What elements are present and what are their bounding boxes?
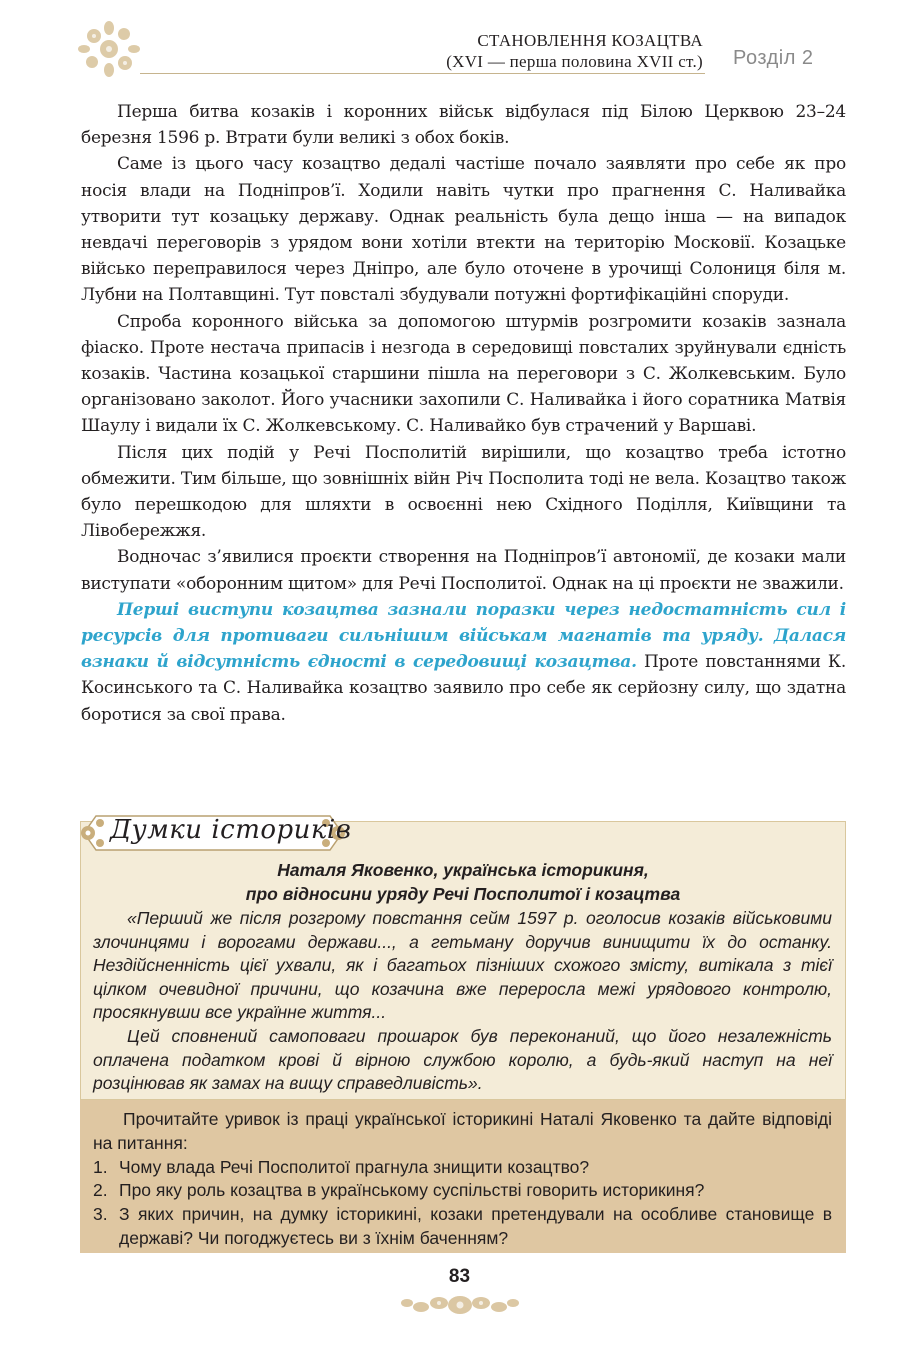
emphasis-text: Перші виступи козацтва зазнали поразки через недостатність сил і ресурсів для противаги сильнішим військам магнатів та уряду. Далася взнаки й відсутність єдності в середовищі козацтва. [81,599,846,673]
question-text: Чому влада Речі Посполитої прагнула знищити козацтво? [119,1156,590,1177]
question-text: Про яку роль козацтва в українському суспільстві говорить историкиня? [119,1180,705,1201]
bottom-ornament-icon [399,1289,521,1321]
question-item [93,1203,832,1251]
quote-author [80,858,846,906]
chapter-period: (XVI — перша половина XVII ст.) [446,52,703,71]
question-number: 1. [93,1156,108,1177]
task-intro: Прочитайте уривок із праці української історикині Наталі Яковенко та дайте відповіді на питання: [93,1109,832,1153]
question-text: З яких причин, на думку історикині, козаки претендували на особливе становище в державі? Чи погоджуєтесь ви з їхнім баченням? [119,1204,832,1248]
historian-quote [93,907,832,1096]
author-line: про відносини уряду Речі Посполитої і козацтва [245,884,681,904]
question-number: 3. [93,1204,108,1225]
question-item [93,1179,832,1203]
question-item [93,1156,832,1180]
header-divider [140,73,705,74]
questions-list [93,1156,832,1251]
page-number: 83 [448,1266,471,1287]
author-line: Наталя Яковенко, українська історикиня, [277,860,649,880]
paragraph: Перша битва козаків і коронних військ відбулася під Білою Церквою 23–24 березня 1596 р. Втрати були великі з обох боків. [81,102,846,149]
chapter-header [446,30,703,72]
historians-banner-title: Думки істориків [110,815,352,845]
question-number: 2. [93,1180,108,1201]
conclusion-paragraph [81,597,846,728]
main-text [81,99,846,728]
task-block [93,1108,832,1251]
paragraph: Спроба коронного війська за допомогою штурмів розгромити козаків зазнала фіаско. Проте нестача припасів і незгода в середовищі повсталих зруйнували єдність козаків. Частина козацької старшини пішла на переговори з С. Жолкевським. Було організовано заколот. Його учасники захопили С. Наливайка і його соратника Матвія Шаулу і видали їх С. Жолкевському. С. Наливайко був страчений у Варшаві. [81,311,846,437]
paragraph: Після цих подій у Речі Посполитій вирішили, що козацтво треба істотно обмежити. Тим більше, що зовнішніх війн Річ Посполита тоді не вела. Козацтво також було перешкодою для шляхти в освоєнні нею Східного Поділля, Київщини та Лівобережжя. [81,442,846,542]
paragraph: Водночас з’явилися проєкти створення на Подніпров’ї автономії, де козаки мали виступати «оборонним щитом» для Речі Посполитої. Однак на ці проєкти не зважили. [81,547,846,594]
quote-paragraph: «Перший же після розгрому повстання сейм 1597 р. оголосив козаків військовими злочинцями і ворогами держави..., а гетьману доручив винищити їх до останку. Нездійсненність цієї ухвали, як і багатьох пізніших схожого змісту, витікала з тієї цілком очевидної причини, що козачина вже переросла межі урядового контролю, просякнувши все українне життя... [93,908,832,1023]
paragraph: Саме із цього часу козацтво дедалі частіше почало заявляти про себе як про носія влади на Подніпров’ї. Ходили навіть чутки про прагнення С. Наливайка утворити тут козацьку державу. Однак реальність була дещо інша — на випадок невдачі переговорів з урядом вони хотіли втекти на територію Московії. Козацьке військо переправилося через Дніпро, але було оточене в урочищі Солониця біля м. Лубни на Полтавщині. Тут повсталі збудували потужні фортифікаційні споруди. [81,154,846,306]
quote-paragraph: Цей сповнений самоповаги прошарок був переконаний, що його незалежність оплачена податком крові й вірною службою королю, а будь-який наступ на неї розцінював як замах на вищу справедливість». [93,1025,832,1094]
conclusion-text: Проте повстаннями К. Косинського та С. Наливайка козацтво заявило про себе як серйозну силу, що здатна боротися за свої права. [81,652,846,725]
chapter-title: СТАНОВЛЕННЯ КОЗАЦТВА [477,31,703,50]
section-label: Розділ 2 [733,47,814,69]
floral-ornament-icon [78,20,140,78]
